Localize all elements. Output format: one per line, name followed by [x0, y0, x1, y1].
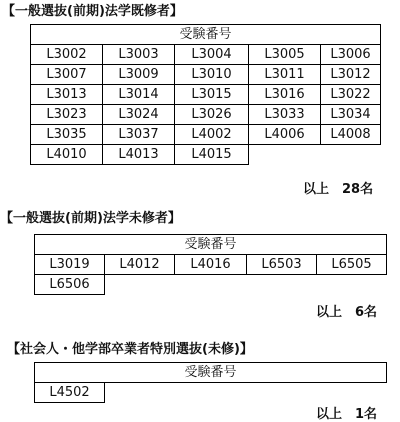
- section-3-total: 以上 1名: [316, 407, 378, 422]
- table-cell: L4010: [31, 145, 103, 165]
- section-1-table: [30, 24, 381, 165]
- table-cell: L3016: [249, 85, 321, 105]
- table-cell: L3024: [103, 105, 175, 125]
- table-cell: L4013: [103, 145, 175, 165]
- empty-cell: [321, 145, 381, 165]
- table-cell: L3014: [103, 85, 175, 105]
- empty-cell: [247, 383, 317, 403]
- table-header-row: [31, 25, 381, 45]
- table-cell: L3015: [175, 85, 249, 105]
- empty-cell: [317, 383, 387, 403]
- table-cell: L3019: [35, 255, 105, 275]
- table-cell: L3022: [321, 85, 381, 105]
- table-cell: L3035: [31, 125, 103, 145]
- table-cell: L6506: [35, 275, 105, 295]
- table-row: [31, 105, 381, 125]
- table-row: [31, 85, 381, 105]
- table-cell: L4012: [105, 255, 175, 275]
- table-cell: L3009: [103, 65, 175, 85]
- table-cell: L6503: [247, 255, 317, 275]
- table-row: [31, 125, 381, 145]
- table-cell: L3006: [321, 45, 381, 65]
- table-cell: L3037: [103, 125, 175, 145]
- empty-cell: [317, 275, 387, 295]
- table-cell: L3012: [321, 65, 381, 85]
- table-cell: L4002: [175, 125, 249, 145]
- table-cell: L3023: [31, 105, 103, 125]
- section-3-heading: 【社会人・他学部卒業者特別選抜(未修)】: [7, 342, 253, 357]
- table-row: [35, 383, 387, 403]
- section-3-table: [34, 362, 387, 403]
- table-cell: L3003: [103, 45, 175, 65]
- table-row: [31, 65, 381, 85]
- column-header: 受験番号: [31, 25, 381, 45]
- table-header-row: [35, 363, 387, 383]
- table-cell: L3011: [249, 65, 321, 85]
- table-cell: L4016: [175, 255, 247, 275]
- table-cell: L4008: [321, 125, 381, 145]
- table-cell: L3013: [31, 85, 103, 105]
- table-row: [35, 255, 387, 275]
- table-cell: L3004: [175, 45, 249, 65]
- empty-cell: [175, 275, 247, 295]
- table-cell: L4015: [175, 145, 249, 165]
- table-cell: L6505: [317, 255, 387, 275]
- table-row: [35, 275, 387, 295]
- table-cell: L3005: [249, 45, 321, 65]
- section-1-heading: 【一般選抜(前期)法学既修者】: [2, 4, 183, 19]
- table-cell: L4006: [249, 125, 321, 145]
- column-header: 受験番号: [35, 235, 387, 255]
- table-cell: L3033: [249, 105, 321, 125]
- section-2-table: [34, 234, 387, 295]
- table-row: [31, 45, 381, 65]
- table-cell: L3002: [31, 45, 103, 65]
- empty-cell: [175, 383, 247, 403]
- table-cell: L4502: [35, 383, 105, 403]
- section-2-heading: 【一般選抜(前期)法学未修者】: [0, 211, 181, 226]
- table-row: [31, 145, 381, 165]
- section-2-total: 以上 6名: [316, 305, 378, 320]
- empty-cell: [247, 275, 317, 295]
- table-header-row: [35, 235, 387, 255]
- empty-cell: [105, 275, 175, 295]
- section-1-total: 以上 28名: [303, 182, 374, 197]
- table-cell: L3026: [175, 105, 249, 125]
- table-cell: L3007: [31, 65, 103, 85]
- table-cell: L3010: [175, 65, 249, 85]
- empty-cell: [105, 383, 175, 403]
- table-cell: L3034: [321, 105, 381, 125]
- empty-cell: [249, 145, 321, 165]
- column-header: 受験番号: [35, 363, 387, 383]
